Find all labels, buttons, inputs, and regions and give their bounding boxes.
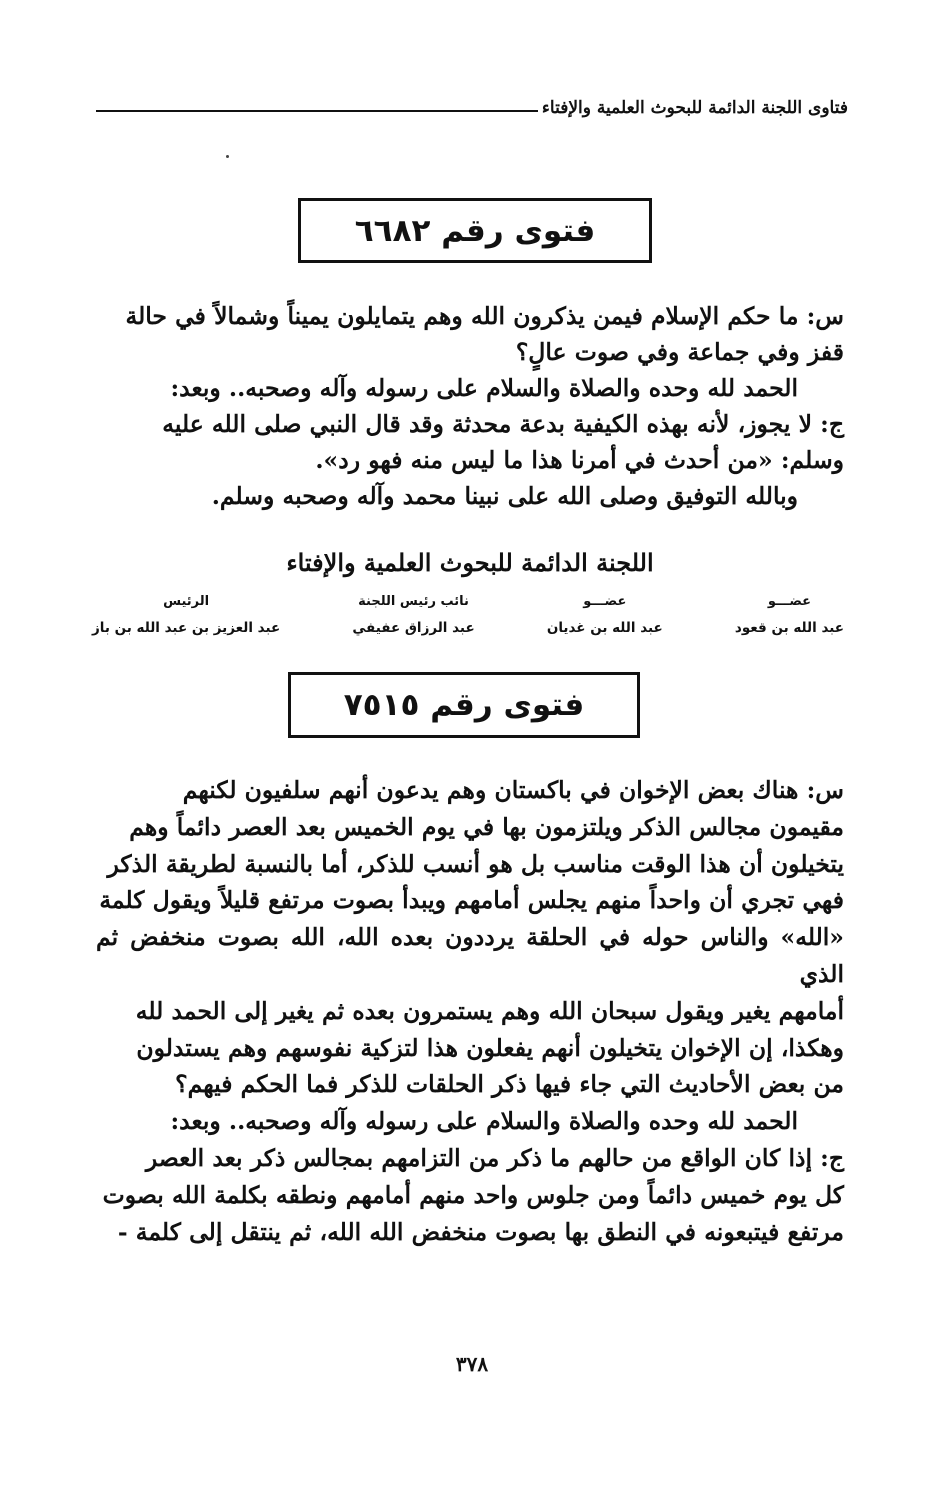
signature-member-1 [735,594,844,636]
fatwa-title-box-2 [288,672,640,738]
signature-member-2 [547,594,663,636]
answer-line: ج: إذا كان الواقع من حالهم ما ذكر من التزامهم بمجالس ذكر بعد العصر [145,1143,844,1172]
praise-line: الحمد لله وحده والصلاة والسلام على رسوله وآله وصحبه.. وبعد: [170,374,798,402]
running-title: فتاوى اللجنة الدائمة للبحوث العلمية والإفتاء [541,98,848,118]
member-name: عبد الرزاق عفيفي [352,620,475,636]
committee-name: اللجنة الدائمة للبحوث العلمية والإفتاء [286,548,654,577]
question-line: قفز وفي جماعة وفي صوت عالٍ؟ [515,338,844,366]
question-line: «الله» والناس حوله في الحلقة يرددون بعده الله، الله بصوت منخفض ثم الذي [96,923,844,988]
question-line: س: ما حكم الإسلام فيمن يذكرون الله وهم يتمايلون يميناً وشمالاً في حالة [125,302,844,330]
fatwa-body-1 [96,298,844,514]
answer-line: ج: لا يجوز، لأنه بهذه الكيفية بدعة محدثة وقد قال النبي صلى الله عليه [162,410,844,438]
praise-line: الحمد لله وحده والصلاة والسلام على رسوله وآله وصحبه.. وبعد: [170,1107,798,1136]
fatwa-title-box-1 [298,198,652,263]
member-name: عبد العزيز بن عبد الله بن باز [92,620,281,636]
running-header [96,88,848,118]
question-line: وهكذا، إن الإخوان يتخيلون أنهم يفعلون هذا لتزكية نفوسهم وهم يستدلون [136,1033,844,1062]
fatwa-title-2: فتوى رقم ٧٥١٥ [343,687,585,723]
stray-dot [226,155,229,158]
member-role: عضـــو [767,594,812,609]
header-rule [96,110,538,112]
question-line: فهي تجري أن واحداً منهم يجلس أمامهم ويبدأ بصوت مرتفع قليلاً ويقول كلمة [99,886,844,915]
closing-line: وبالله التوفيق وصلى الله على نبينا محمد وآله وصحبه وسلم. [211,482,798,510]
question-line: س: هناك بعض الإخوان في باكستان وهم يدعون أنهم سلفيون لكنهم [182,776,844,804]
member-role: الرئيس [163,594,210,609]
signatures [92,594,844,636]
member-role: نائب رئيس اللجنة [358,594,469,609]
fatwa-body-2 [96,772,844,1250]
answer-line: كل يوم خميس دائماً ومن جلوس واحد منهم أمامهم ونطقه بكلمة الله بصوت [102,1180,844,1209]
member-name: عبد الله بن قعود [734,620,844,636]
fatwa-title-1: فتوى رقم ٦٦٨٢ [354,212,596,249]
signature-chairman [92,594,280,636]
page-number: ٣٧٨ [455,1352,489,1376]
answer-line: وسلم: «من أحدث في أمرنا هذا ما ليس منه فهو رد». [315,446,844,474]
member-name: عبد الله بن غديان [546,620,663,636]
member-role: عضـــو [583,594,627,609]
answer-line: مرتفع فيتبعونه في النطق بها بصوت منخفض الله الله، ثم ينتقل إلى كلمة - [117,1217,844,1246]
question-line: أمامهم يغير ويقول سبحان الله وهم يستمرون بعده ثم يغير إلى الحمد لله [135,996,844,1025]
question-line: يتخيلون أن هذا الوقت مناسب بل هو أنسب للذكر، أما بالنسبة لطريقة الذكر [107,849,844,878]
question-line: مقيمون مجالس الذكر ويلتزمون بها في يوم الخميس بعد العصر دائماً وهم [129,812,844,841]
signature-vice-chairman [352,594,474,636]
question-line: من بعض الأحاديث التي جاء فيها ذكر الحلقات للذكر فما الحكم فيهم؟ [175,1070,844,1099]
